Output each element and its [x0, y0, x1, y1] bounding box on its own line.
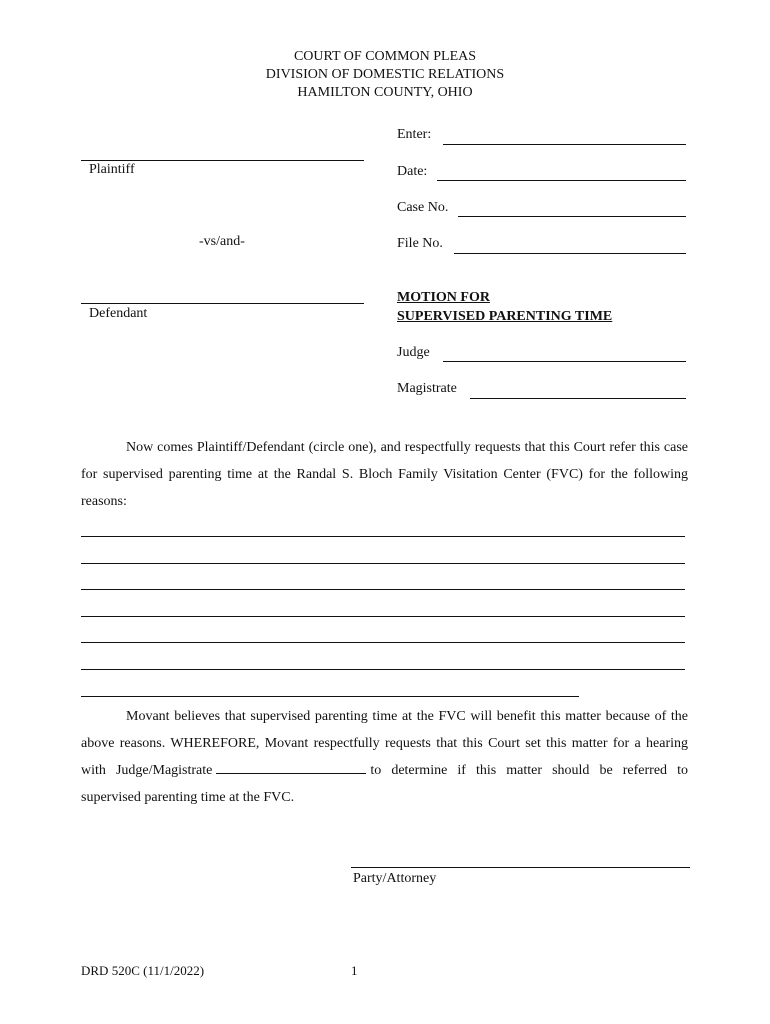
defendant-signature-line[interactable] [81, 303, 364, 304]
court-division: DIVISION OF DOMESTIC RELATIONS [265, 67, 505, 82]
request-paragraph [81, 434, 688, 515]
magistrate-label: Magistrate [397, 381, 457, 396]
court-name: COURT OF COMMON PLEAS [293, 49, 477, 64]
reason-line[interactable] [81, 696, 579, 697]
reason-line[interactable] [81, 536, 685, 537]
case-no-field[interactable] [458, 216, 686, 217]
enter-field[interactable] [443, 144, 686, 145]
magistrate-field[interactable] [470, 398, 686, 399]
plaintiff-signature-line[interactable] [81, 160, 364, 161]
wherefore-text-end: to determine if this matter should be referred to supervised parenting time at the FVC. [81, 763, 688, 805]
reason-line[interactable] [81, 616, 685, 617]
form-id: DRD 520C (11/1/2022) [81, 963, 205, 978]
file-no-label: File No. [397, 236, 443, 251]
signature-label: Party/Attorney [353, 871, 437, 886]
reason-line[interactable] [81, 589, 685, 590]
motion-title-line2: SUPERVISED PARENTING TIME [397, 309, 613, 324]
court-header [0, 48, 770, 102]
vs-label: -vs/and- [199, 234, 245, 249]
reason-line[interactable] [81, 669, 685, 670]
judge-magistrate-blank[interactable] [216, 761, 366, 774]
wherefore-text-start: Movant believes that supervised parenting time at the FVC will benefit this matter because of the above reasons. WHEREFORE, Movant respectfully requests that this Court set this matter for a hearing with Judge/Magistrate [81, 709, 688, 778]
motion-title-line1: MOTION FOR [397, 290, 490, 305]
date-field[interactable] [437, 180, 686, 181]
court-county: HAMILTON COUNTY, OHIO [297, 85, 473, 100]
wherefore-paragraph [81, 703, 688, 811]
enter-label: Enter: [397, 127, 432, 142]
case-no-label: Case No. [397, 200, 449, 215]
judge-field[interactable] [443, 361, 686, 362]
request-text: Now comes Plaintiff/Defendant (circle one), and respectfully requests that this Court refer this case for supervised parenting time at the Randal S. Bloch Family Visitation Center (FVC) for the following reasons: [81, 440, 688, 509]
date-label: Date: [397, 164, 428, 179]
judge-label: Judge [397, 345, 430, 360]
reason-line[interactable] [81, 563, 685, 564]
plaintiff-label: Plaintiff [89, 162, 135, 177]
signature-line[interactable] [351, 867, 690, 868]
page-number: 1 [351, 963, 358, 978]
file-no-field[interactable] [454, 253, 686, 254]
defendant-label: Defendant [89, 306, 148, 321]
reason-line[interactable] [81, 642, 685, 643]
